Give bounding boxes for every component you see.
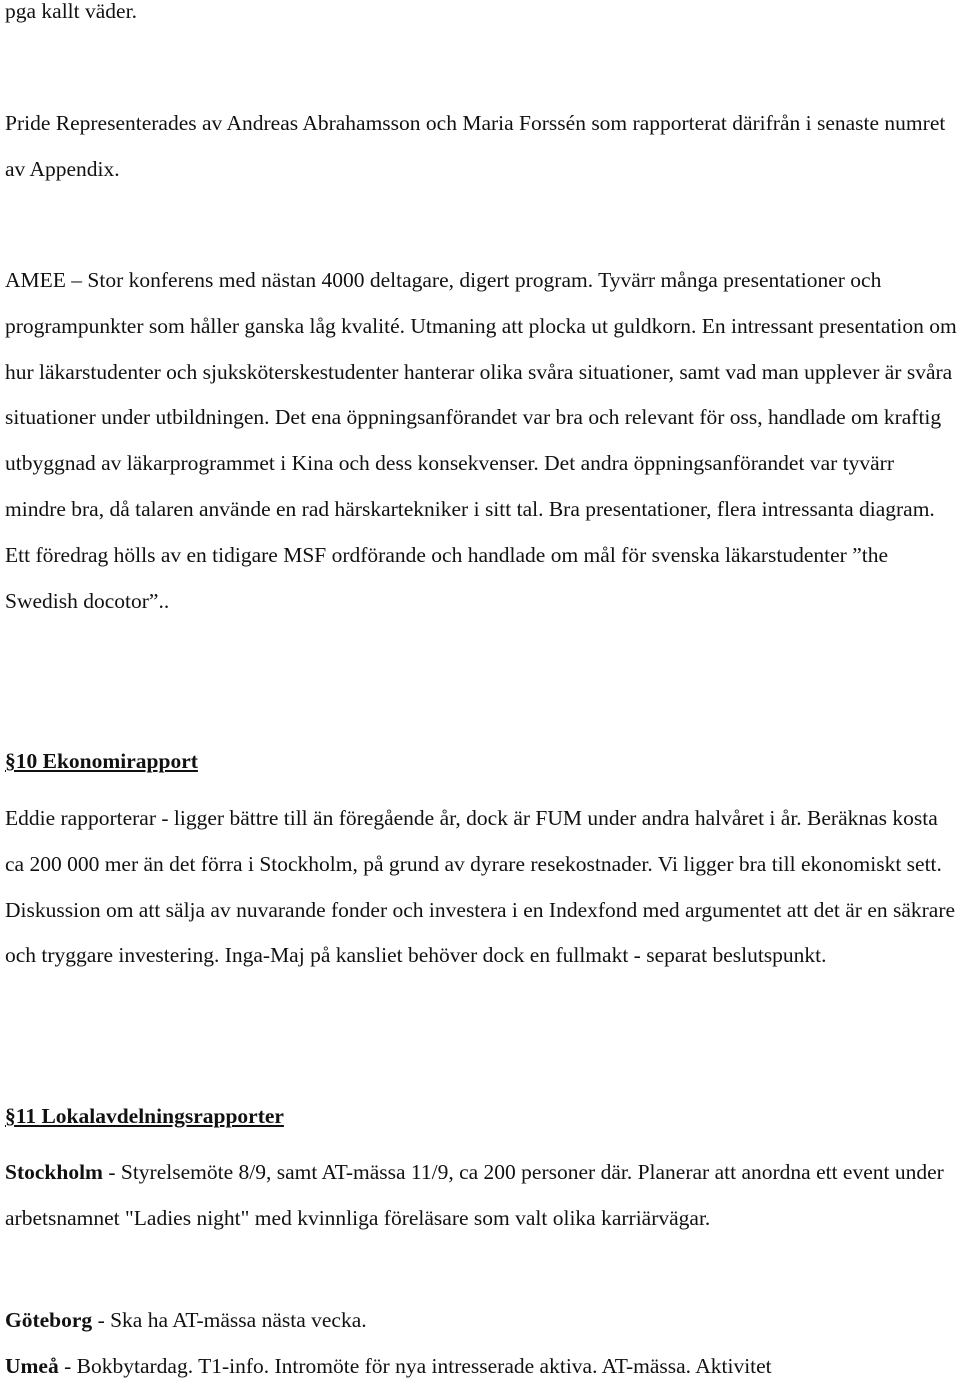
amee-paragraph: AMEE – Stor konferens med nästan 4000 deltagare, digert program. Tyvärr många presentationer och programpunkter som håller ganska låg kvalité. Utmaning att plocka ut guldkorn. En intressant presentation om hur läkarstudenter och sjuksköterskestudenter hanterar olika svåra situationer, samt vad man upplever är svåra situationer under utbildningen. Det ena öppningsanförandet var bra och relevant för oss, handlade om kraftig utbyggnad av läkarprogrammet i Kina och dess konsekvenser. Det andra öppningsanförandet var tyvärr mindre bra, då talaren använde en rad härskartekniker i sitt tal. Bra presentationer, flera intressanta diagram. Ett föredrag hölls av en tidigare MSF ordförande och handlade om mål för svenska läkarstudenter ”the Swedish docotor”.. bbox=[5, 268, 957, 613]
intro-paragraph: pga kallt väder. bbox=[5, 0, 137, 23]
umea-text: - Bokbytardag. T1-info. Intromöte för nya intresserade aktiva. AT-mässa. Aktivitet bbox=[58, 1354, 772, 1378]
section-10-heading: §10 Ekonomirapport bbox=[5, 749, 198, 773]
stockholm-paragraph bbox=[5, 1150, 960, 1242]
pride-paragraph: Pride Representerades av Andreas Abrahamsson och Maria Forssén som rapporterat därifrån i senaste numret av Appendix. bbox=[5, 111, 946, 181]
ekonomi-paragraph: Eddie rapporterar - ligger bättre till än föregående år, dock är FUM under andra halvåret i år. Beräknas kosta ca 200 000 mer än det förra i Stockholm, på grund av dyrare resekostnader. Vi ligger bra till ekonomiskt sett. Diskussion om att sälja av nuvarande fonder och investera i en Indexfond med argumentet att det är en säkrare och tryggare investering. Inga-Maj på kansliet behöver dock en fullmakt - separat beslutspunkt. bbox=[5, 806, 956, 968]
goteborg-paragraph bbox=[5, 1298, 960, 1344]
stockholm-label: Stockholm bbox=[5, 1160, 103, 1184]
goteborg-label: Göteborg bbox=[5, 1308, 93, 1332]
section-11-heading: §11 Lokalavdelningsrapporter bbox=[5, 1104, 284, 1128]
stockholm-text: - Styrelsemöte 8/9, samt AT-mässa 11/9, ca 200 personer där. Planerar att anordna ett event under arbetsnamnet "Ladies night" med kvinnliga föreläsare som valt olika karriärvägar. bbox=[5, 1160, 944, 1230]
goteborg-text: - Ska ha AT-mässa nästa vecka. bbox=[92, 1308, 367, 1332]
umea-label: Umeå bbox=[5, 1354, 59, 1378]
umea-paragraph bbox=[5, 1344, 960, 1390]
